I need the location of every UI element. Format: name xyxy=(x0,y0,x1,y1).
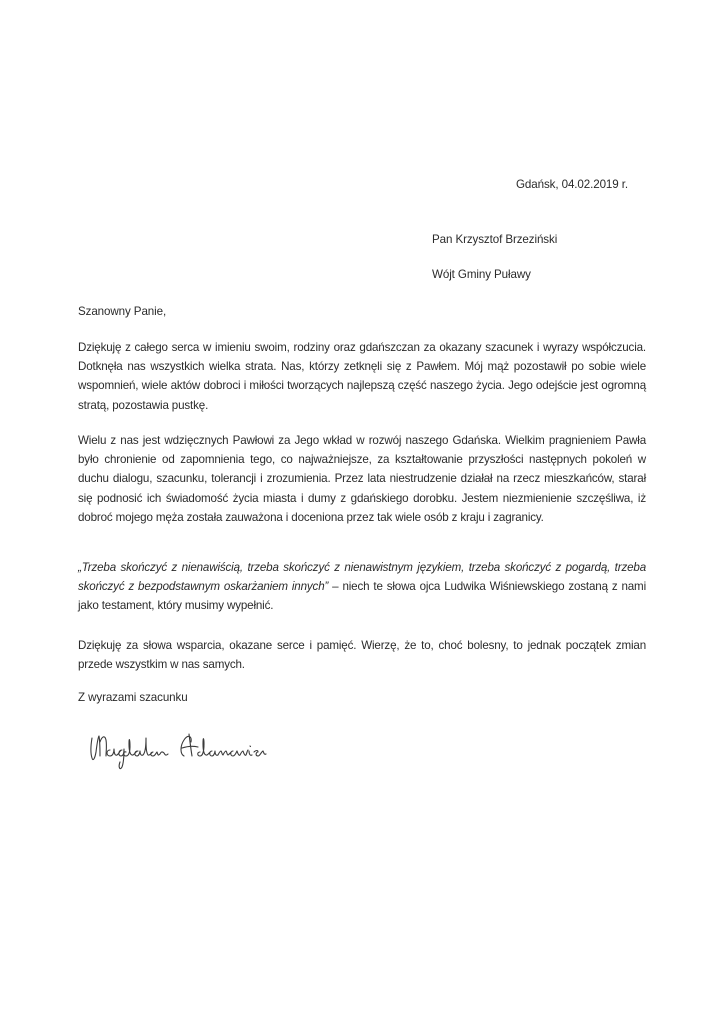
salutation: Szanowny Panie, xyxy=(78,305,167,318)
paragraph-text: – niech te słowa ojca Ludwika Wiśniewskiego zostaną z nami jako testament, który musimy wypełnić. xyxy=(78,580,646,613)
letter-date: Gdańsk, 04.02.2019 r. xyxy=(516,178,628,191)
paragraph-1 xyxy=(78,338,646,415)
paragraph-4 xyxy=(78,636,646,674)
signature-stroke-a xyxy=(181,734,198,756)
paragraph-text: Dziękuję z całego serca w imieniu swoim, rodziny oraz gdańszczan za okazany szacunek i wyrazy współczucia. Dotknęła nas wszystkich wielka strata. Nas, którzy zetknęli się z Pawłem. Mój mąż pozostawił po sobie wiele wspomnień, wiele aktów dobroci i miłości tworzących najlepszą część naszego życia. Jego odejście jest ogromną stratą, pozostawia pustkę. xyxy=(78,341,646,412)
signature-stroke-agdalena xyxy=(107,738,168,769)
paragraph-text: Dziękuję za słowa wsparcia, okazane serce i pamięć. Wierzę, że to, choć bolesny, to jednak początek zmian przede wszystkim w nas samych. xyxy=(78,639,646,672)
signature xyxy=(88,722,328,782)
addressee-name: Pan Krzysztof Brzeziński xyxy=(432,233,558,246)
paragraph-2 xyxy=(78,431,646,527)
signature-stroke-damowicz xyxy=(198,739,266,756)
quotation: „Trzeba skończyć z nienawiścią, trzeba skończyć z nienawistnym językiem, trzeba skończyć z pogardą, trzeba skończyć z bezpodstawnym oskarżaniem innych” xyxy=(78,561,646,594)
signature-stroke-m xyxy=(91,736,107,760)
closing: Z wyrazami szacunku xyxy=(78,691,188,704)
handwritten-signature-icon xyxy=(88,722,328,782)
addressee-title: Wójt Gminy Puławy xyxy=(432,268,531,281)
paragraph-text: Wielu z nas jest wdzięcznych Pawłowi za Jego wkład w rozwój naszego Gdańska. Wielkim pragnieniem Pawła było chronienie od zapomnienia tego, co najważniejsze, za kształtowanie przyszłości następnych pokoleń w duchu dialogu, szacunku, tolerancji i zrozumienia. Przez lata niestrudzenie działał na rzecz mieszkańców, starał się podnosić ich świadomość życia miasta i dumy z gdańskiego dorobku. Jestem niezmienienie szczęśliwa, iż dobroć mojego męża została zauważona i doceniona przez tak wiele osób z kraju i zagranicy. xyxy=(78,434,646,524)
paragraph-3-quote xyxy=(78,558,646,616)
